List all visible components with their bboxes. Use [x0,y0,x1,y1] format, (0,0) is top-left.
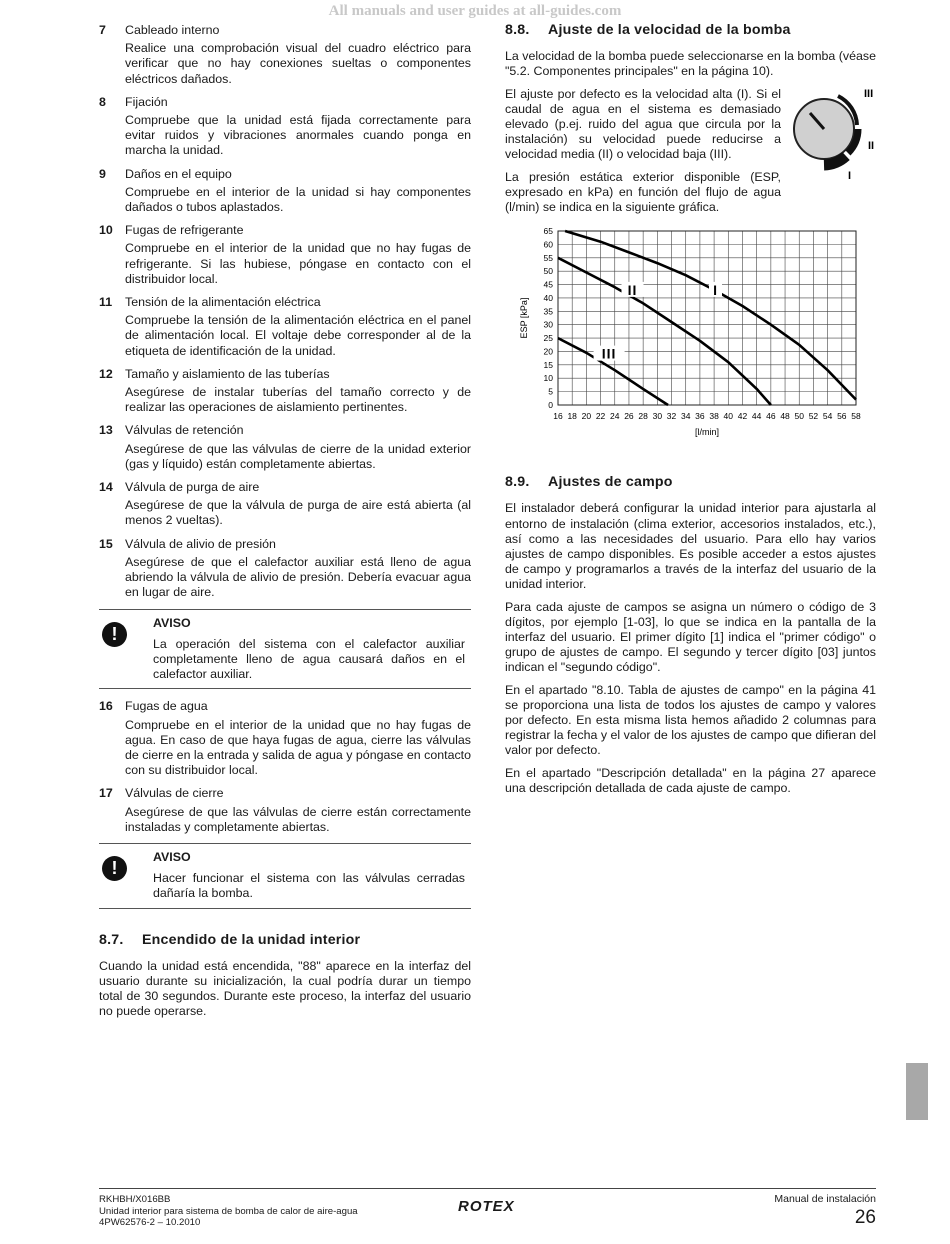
footer-model: RKHBH/X016BB [99,1194,171,1205]
checklist-item-heading [99,699,471,714]
section-heading [99,933,471,948]
checklist-item-number: 14 [99,480,113,495]
checklist-item-heading [99,23,471,38]
dial-label-mid: II [868,139,875,152]
checklist-item-title: Válvulas de cierre [125,786,224,801]
paragraph: Para cada ajuste de campos se asigna un número o código de 3 dígitos, por ejemplo [1-03], lo que se indica en la pantalla de la interfaz del usuario. El primer dígito [1] indica el "primer código" o grupo de ajustes de campo. El segundo y tercer dígito [03] juntos indican el "segundo código". [505,599,876,675]
checklist-item-title: Válvulas de retención [125,423,244,438]
x-tick-label: 58 [851,411,861,422]
y-tick-label: 10 [543,373,553,384]
checklist-item-number: 13 [99,423,113,438]
footer-divider [99,1188,876,1189]
x-axis-label: [l/min] [694,427,720,438]
checklist-item-title: Válvula de alivio de presión [125,536,276,551]
footer-page-info [774,1193,876,1229]
paragraph: En el apartado "Descripción detallada" en la página 27 aparece una descripción detallada de cada ajuste de campo. [505,765,876,795]
checklist-item-title: Fugas de refrigerante [125,223,244,238]
y-tick-label: 0 [548,400,553,411]
series-line-II [558,258,771,405]
x-tick-label: 52 [808,411,819,422]
checklist-item-heading [99,167,471,182]
notice-title: AVISO [153,849,191,864]
checklist-item [99,295,471,359]
x-tick-label: 34 [680,411,691,422]
checklist-item-number: 16 [99,699,113,714]
checklist-item-text: Asegúrese de que la válvula de purga de aire está abierta (al menos 2 vueltas). [125,498,471,528]
checklist-item-heading [99,223,471,238]
page-edge-tab [906,1063,928,1120]
pump-speed-dial [786,87,876,183]
section-number: 8.9. [505,474,530,491]
notice-text: La operación del sistema con el calefactor auxiliar completamente lleno de agua causará daños en el calefactor auxiliar. [153,636,465,682]
x-tick-label: 24 [610,411,620,422]
footer-document-info [99,1194,358,1229]
x-tick-label: 30 [652,411,663,422]
x-tick-label: 54 [822,411,833,422]
checklist-item-heading [99,423,471,438]
paragraph: El ajuste por defecto es la velocidad alta (I). Si el caudal de agua en el sistema es demasiado elevado (p.ej. ruido del agua que circula por la instalación) su velocidad puede reducirse a velocidad media (II) o velocidad baja (III). [505,86,781,162]
x-tick-label: 50 [794,411,804,422]
checklist-item-title: Tensión de la alimentación eléctrica [125,295,321,310]
section-title: Encendido de la unidad interior [142,931,361,948]
y-tick-label: 30 [543,319,553,330]
paragraph: Cuando la unidad está encendida, "88" aparece en la interfaz del usuario durante su inicialización, la cual podría durar un tiempo total de 30 segundos. Durante este proceso, la interfaz del usuario no puede operarse. [99,958,471,1019]
checklist-item-number: 17 [99,786,113,801]
plot-frame [558,231,856,405]
x-tick-label: 28 [638,411,648,422]
checklist-item-number: 8 [99,94,106,109]
x-tick-label: 44 [751,411,762,422]
series-label-II: II [627,282,638,299]
checklist-item [99,786,471,835]
checklist-item-heading [99,786,471,801]
y-axis-label: ESP [kPa] [519,297,529,339]
x-tick-label: 56 [837,411,847,422]
y-tick-label: 20 [543,346,553,357]
x-tick-label: 46 [766,411,776,422]
checklist-item-number: 12 [99,366,113,381]
y-tick-label: 5 [548,386,553,397]
esp-flow-chart [505,225,876,445]
checklist-item-text: Asegúrese de que las válvulas de cierre de la unidad exterior (gas y líquido) están completamente abiertas. [125,441,471,471]
y-tick-label: 25 [543,333,553,344]
footer-description: Unidad interior para sistema de bomba de calor de aire-agua [99,1205,358,1217]
section-title: Ajustes de campo [548,474,673,491]
x-tick-label: 22 [595,411,606,422]
checklist-item [99,699,471,778]
checklist-item-text: Compruebe que la unidad está fijada correctamente para evitar ruidos y vibraciones anormales cuando ponga en marcha la unidad. [125,113,471,158]
y-tick-label: 45 [543,279,553,290]
section-number: 8.7. [99,931,124,948]
section-number: 8.8. [505,22,530,38]
section-title: Ajuste de la velocidad de la bomba [548,22,791,38]
paragraph: En el apartado "8.10. Tabla de ajustes de campo" en la página 41 se proporciona una lista de todos los ajustes de campo y valores por defecto. En esta misma lista hemos añadido 2 columnas para registrar la fecha y el valor de los ajustes de campo que difieran del valor por defecto. [505,682,876,758]
paragraph: El instalador deberá configurar la unidad interior para ajustarla al entorno de instalación (clima exterior, accesorios instalados, etc.), así como a las necesidades del usuario. Para ello hay varios ajustes de campo disponibles. Es posible acceder a estos ajustes de campo y programarlos a través de la interfaz del usuario de la unidad interior. [505,501,876,592]
footer-manual-title: Manual de instalación [774,1193,876,1205]
checklist-item-heading [99,95,471,110]
x-tick-label: 16 [553,411,563,422]
section-heading [505,23,876,38]
page-number: 26 [854,1207,876,1228]
speed-text [505,87,781,216]
series-label-III: III [601,345,617,362]
y-tick-label: 55 [543,253,553,264]
checklist-item-number: 10 [99,223,113,238]
field-settings-text [505,501,876,796]
checklist-item [99,423,471,472]
notice-box [99,609,471,690]
x-tick-label: 26 [624,411,634,422]
checklist-item-title: Tamaño y aislamiento de las tuberías [125,366,330,381]
checklist-item-text: Asegúrese de instalar tuberías del tamaño correcto y de realizar las operaciones de aislamiento pertinentes. [125,385,471,415]
x-tick-label: 20 [581,411,592,422]
checklist-item-number: 7 [99,23,106,37]
checklist-item-number: 15 [99,536,113,551]
x-tick-label: 48 [780,411,790,422]
y-tick-label: 65 [543,226,553,237]
checklist-item-title: Fugas de agua [125,699,208,714]
y-tick-label: 15 [543,360,553,371]
section-heading [505,475,876,490]
checklist-item [99,223,471,287]
x-tick-label: 40 [723,411,734,422]
warning-icon: ! [102,856,127,881]
x-tick-label: 38 [709,411,719,422]
checklist-item [99,167,471,216]
left-column [99,23,471,1020]
checklist-item-heading [99,480,471,495]
checklist-item-number: 9 [99,166,106,181]
checklist-item-text: Compruebe en el interior de la unidad si hay componentes dañados o tubos aplastados. [125,184,471,215]
y-tick-label: 40 [543,293,553,304]
checklist-item-text: Compruebe en el interior de la unidad que no hay fugas de refrigerante. Si las hubiese, póngase en contacto con el distribuidor local. [125,241,471,286]
checklist-item-heading [99,537,471,552]
series-line-I [565,231,856,400]
y-tick-label: 50 [543,266,553,277]
checklist-item-title: Fijación [125,94,168,109]
checklist-item-heading [99,367,471,382]
y-tick-label: 35 [543,306,553,317]
dial-label-high: I [848,169,852,182]
paragraph: La presión estática exterior disponible (ESP, expresado en kPa) en función del flujo de agua (l/min) se indica en la siguiente gráfica. [505,169,781,215]
checklist-item-text: Compruebe la tensión de la alimentación eléctrica en el panel de alimentación local. El voltaje debe corresponder al de la etiqueta de identificación de la unidad. [125,313,471,358]
x-tick-label: 36 [695,411,705,422]
commissioning-checklist [99,23,471,601]
x-tick-label: 18 [567,411,577,422]
notice-title: AVISO [153,615,191,630]
x-tick-label: 32 [666,411,677,422]
pump-speed-block [505,87,876,216]
notice-box [99,843,471,909]
warning-icon: ! [102,622,127,647]
checklist-item [99,23,471,87]
footer-doc-number: 4PW62576-2 – 10.2010 [99,1217,201,1228]
x-tick-label: 42 [737,411,748,422]
checklist-item-text: Compruebe en el interior de la unidad que no hay fugas de agua. En caso de que haya fugas de agua, cierre las válvulas de cierre en la entrada y salida de agua y póngase en contacto con su distribuidor local. [125,717,471,778]
commissioning-checklist-continued [99,699,471,835]
checklist-item-heading [99,295,471,310]
paragraph: La velocidad de la bomba puede seleccionarse en la bomba (véase "5.2. Componentes principales" en la página 10). [505,49,876,79]
checklist-item [99,367,471,416]
checklist-item-text: Asegúrese de que el calefactor auxiliar está lleno de agua abriendo la válvula de alivio de presión. Debería evacuar agua en lugar de aire. [125,554,471,600]
checklist-item [99,95,471,159]
checklist-item-title: Daños en el equipo [125,166,232,181]
notice-text: Hacer funcionar el sistema con las válvulas cerradas dañaría la bomba. [153,871,465,901]
rotex-logo: ROTEX [458,1198,515,1215]
checklist-item-title: Válvula de purga de aire [125,480,260,495]
y-tick-label: 60 [543,239,553,250]
checklist-item-text: Asegúrese de que las válvulas de cierre están correctamente instaladas y completamente abiertas. [125,804,471,834]
checklist-item [99,480,471,529]
series-label-I: I [713,282,718,299]
checklist-item-title: Cableado interno [125,23,220,37]
watermark: All manuals and user guides at all-guides.com [328,3,622,19]
right-column [505,23,876,803]
dial-label-low: III [864,87,874,100]
checklist-item [99,537,471,601]
checklist-item-text: Realice una comprobación visual del cuadro eléctrico para verificar que no hay conexiones sueltas o componentes eléctricos dañados. [125,41,471,86]
checklist-item-number: 11 [99,295,113,310]
